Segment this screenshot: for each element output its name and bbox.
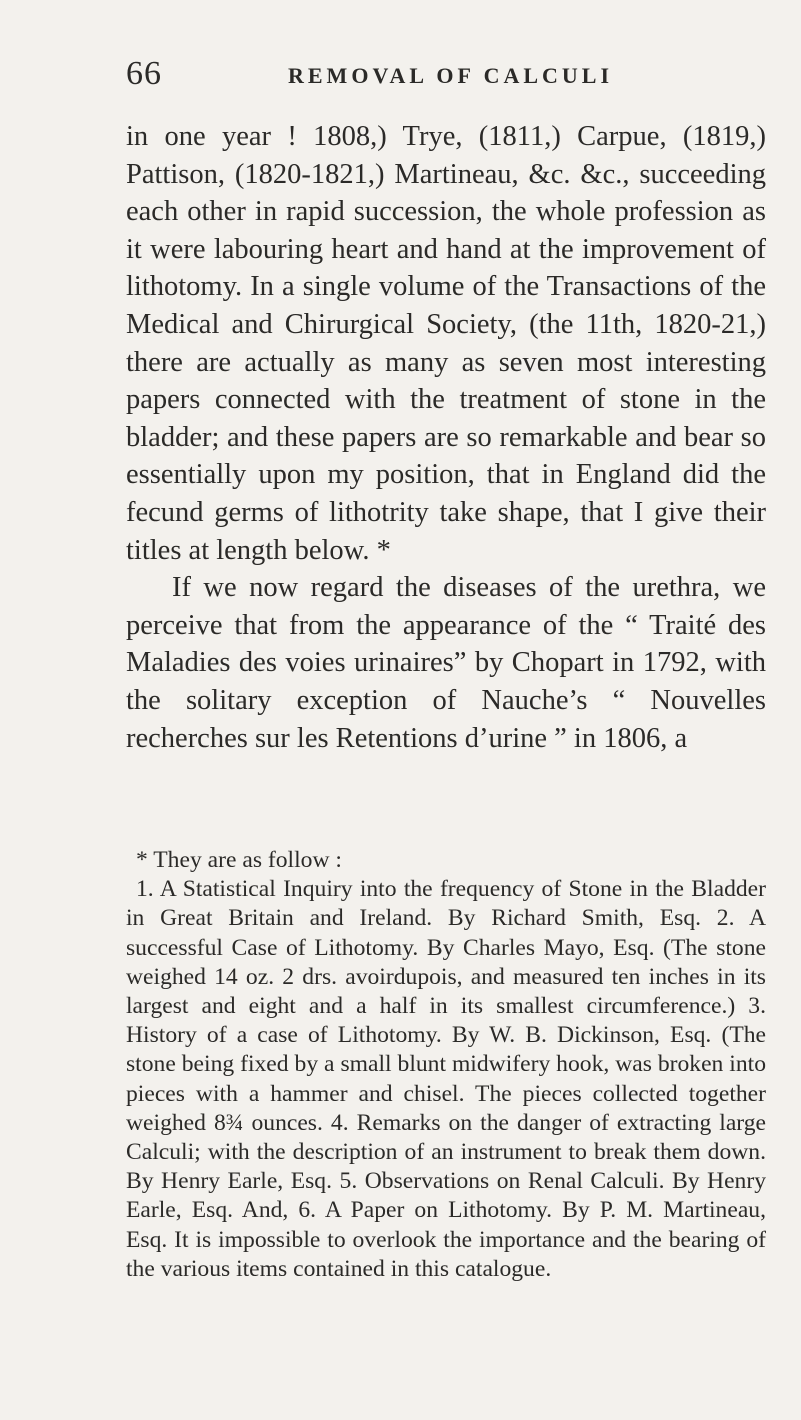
- paragraph-2: If we now regard the diseases of the urethra, we perceive that from the appearance of the “ Traité des Maladies des voies urinaires” by Chopart in 1792, with the solitary exception of Nauche’s “ Nouvelles recherches sur les Retentions d’urine ” in 1806, a: [126, 572, 766, 754]
- running-head: REMOVAL OF CALCULI: [288, 63, 614, 88]
- paragraph-1: in one year ! 1808,) Trye, (1811,) Carpue, (1819,) Pattison, (1820-1821,) Martineau, &c. &c., succeeding each other in rapid succession, the whole profession as it were labouring heart and hand at the improvement of lithotomy. In a single volume of the Transactions of the Medical and Chirurgical Society, (the 11th, 1820-21,) there are actually as many as seven most interesting papers connected with the treatment of stone in the bladder; and these papers are so remarkable and bear so essentially upon my position, that in England did the fecund germs of lithotrity take shape, that I give their titles at length below. *: [126, 121, 766, 566]
- page-number: 66: [126, 55, 162, 92]
- footnote: [126, 846, 766, 1284]
- body-text: [126, 118, 766, 757]
- footnote-intro: * They are as follow :: [136, 847, 342, 873]
- footnote-text: 1. A Statistical Inquiry into the frequency of Stone in the Bladder in Great Britain and Ireland. By Richard Smith, Esq. 2. A successful Case of Lithotomy. By Charles Mayo, Esq. (The stone weighed 14 oz. 2 drs. avoirdupois, and measured ten inches in its largest and eight and a half in its smallest circumference.) 3. History of a case of Lithotomy. By W. B. Dickinson, Esq. (The stone being fixed by a small blunt midwifery hook, was broken into pieces with a hammer and chisel. The pieces collected together weighed 8¾ ounces. 4. Remarks on the danger of extracting large Calculi; with the description of an instrument to break them down. By Henry Earle, Esq. 5. Observations on Renal Calculi. By Henry Earle, Esq. And, 6. A Paper on Lithotomy. By P. M. Martineau, Esq. It is impossible to overlook the importance and the bearing of the various items contained in this catalogue.: [126, 876, 766, 1282]
- page-header: [126, 55, 686, 95]
